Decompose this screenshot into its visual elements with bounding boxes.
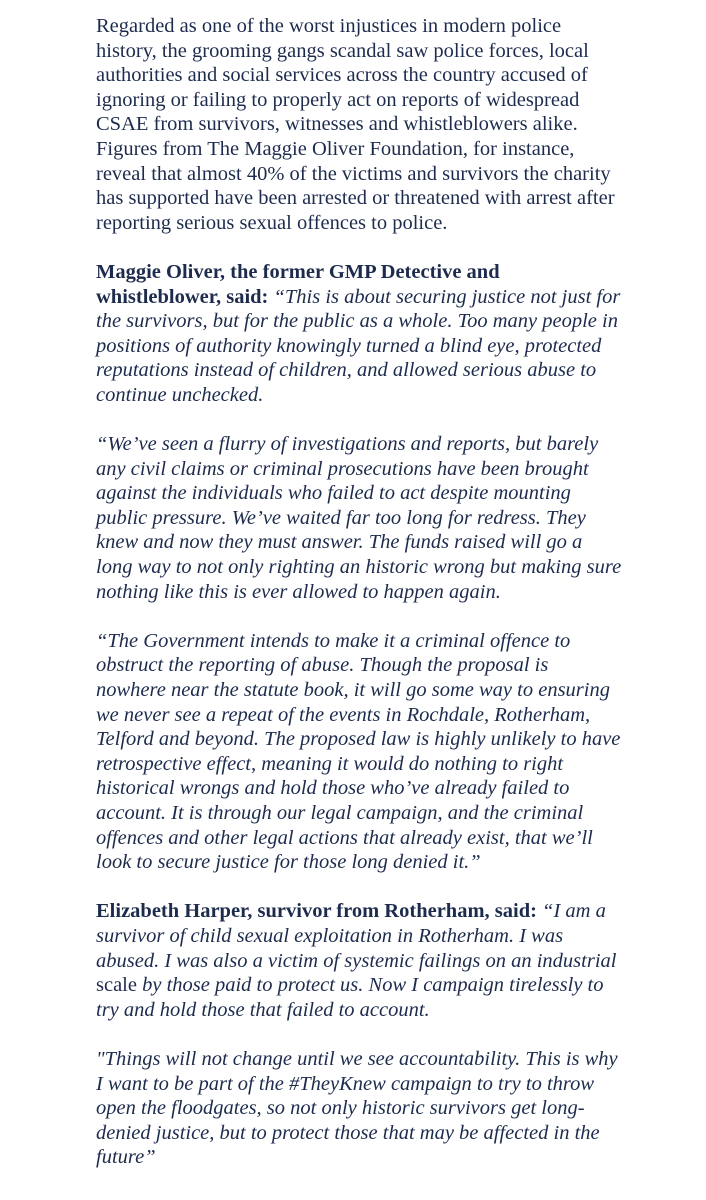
quote-line: survivor of child sexual exploitation in Rotherham. I was xyxy=(96,924,564,947)
quote-line: try and hold those that failed to account. xyxy=(96,998,430,1021)
speaker-attribution: whistleblower, said: xyxy=(96,285,269,308)
paragraph-gap xyxy=(96,408,696,433)
paragraph-gap xyxy=(96,875,696,900)
quote-line: “The Government intends to make it a criminal offence to xyxy=(96,629,571,652)
intro-paragraph xyxy=(96,14,696,235)
intro-line: has supported have been arrested or threatened with arrest after xyxy=(96,187,615,210)
intro-line: ignoring or failing to properly act on reports of widespread xyxy=(96,88,580,111)
intro-line: CSAE from survivors, witnesses and whistleblowers alike. xyxy=(96,113,578,136)
intro-line: authorities and social services across the country accused of xyxy=(96,64,588,87)
quote-text: by those paid to protect us. Now I campaign tirelessly to xyxy=(142,974,604,997)
quote-text: “I am a xyxy=(536,900,606,923)
quote-line: retrospective effect, meaning it would do nothing to right xyxy=(96,752,564,775)
speaker-attribution: Elizabeth Harper, survivor from Rotherham, said: xyxy=(96,900,537,923)
quote-line: denied justice, but to protect those that may be affected in the xyxy=(96,1121,600,1144)
quote-line: against the individuals who failed to act despite mounting xyxy=(96,482,571,505)
quote-line: historical wrongs and hold those who’ve already failed to xyxy=(96,777,570,800)
quote-line: "Things will not change until we see accountability. This is why xyxy=(96,1047,618,1070)
maggie-oliver-quote-2 xyxy=(96,432,696,604)
quote-line: look to secure justice for those long denied it.” xyxy=(96,851,481,874)
quote-line: any civil claims or criminal prosecutions have been brought xyxy=(96,457,589,480)
quote-line: reputations instead of children, and allowed serious abuse to xyxy=(96,359,597,382)
paragraph-gap xyxy=(96,604,696,629)
intro-line: Regarded as one of the worst injustices in modern police xyxy=(96,15,562,37)
quote-line: nowhere near the statute book, it will go some way to ensuring xyxy=(96,679,610,702)
quote-line: “We’ve seen a flurry of investigations and reports, but barely xyxy=(96,433,599,456)
article-body xyxy=(96,14,696,1170)
quote-line: future” xyxy=(96,1146,156,1169)
elizabeth-harper-quote-2 xyxy=(96,1047,696,1170)
quote-line: we never see a repeat of the events in Rochdale, Rotherham, xyxy=(96,703,591,726)
quote-line: obstruct the reporting of abuse. Though the proposal is xyxy=(96,654,549,677)
paragraph-gap xyxy=(96,1022,696,1047)
quote-line: public pressure. We’ve waited far too long for redress. They xyxy=(96,506,586,529)
quote-line: I want to be part of the #TheyKnew campaign to try to throw xyxy=(96,1072,595,1095)
intro-line: reveal that almost 40% of the victims and survivors the charity xyxy=(96,162,611,185)
quote-text-roman: scale xyxy=(96,974,143,997)
quote-line: long way to not only righting an historic wrong but making sure xyxy=(96,556,622,579)
intro-line: reporting serious sexual offences to police. xyxy=(96,211,448,234)
quote-line: Telford and beyond. The proposed law is highly unlikely to have xyxy=(96,728,621,751)
quote-line: nothing like this is ever allowed to happen again. xyxy=(96,580,501,603)
quote-text: “This is about securing justice not just for xyxy=(268,285,621,308)
elizabeth-harper-statement xyxy=(96,899,696,1022)
quote-line: offences and other legal actions that already exist, that we’ll xyxy=(96,826,593,849)
quote-line: open the floodgates, so not only historic survivors get long- xyxy=(96,1097,585,1120)
quote-line: knew and now they must answer. The funds raised will go a xyxy=(96,531,583,554)
quote-line: continue unchecked. xyxy=(96,383,264,406)
speaker-attribution: Maggie Oliver, the former GMP Detective and xyxy=(96,260,500,283)
quote-line: the survivors, but for the public as a whole. Too many people in xyxy=(96,310,618,333)
maggie-oliver-quote-3 xyxy=(96,629,696,875)
intro-line: Figures from The Maggie Oliver Foundation, for instance, xyxy=(96,137,575,160)
maggie-oliver-statement xyxy=(96,260,696,408)
quote-line: account. It is through our legal campaign, and the criminal xyxy=(96,802,584,824)
quote-line: abused. I was also a victim of systemic failings on an industrial xyxy=(96,949,617,972)
quote-line: positions of authority knowingly turned a blind eye, protected xyxy=(96,334,602,357)
paragraph-gap xyxy=(96,235,696,260)
intro-line: history, the grooming gangs scandal saw police forces, local xyxy=(96,39,589,62)
